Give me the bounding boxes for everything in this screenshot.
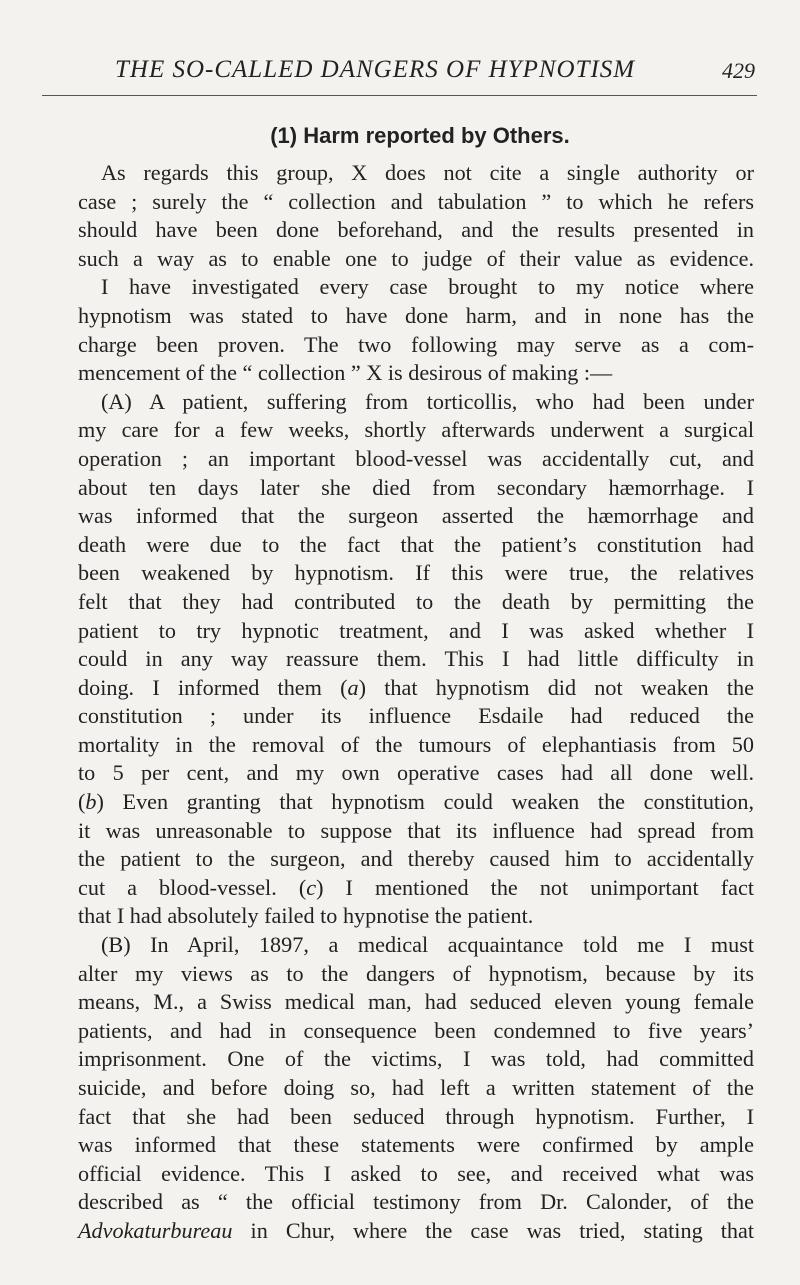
text-line: (A) A patient, suffering from torticollis, who had been under	[101, 388, 754, 414]
section-heading: (1) Harm reported by Others.	[270, 123, 570, 148]
running-title: THE SO-CALLED DANGERS OF HYPNOTISM	[115, 56, 636, 83]
text-line: been weakened by hypnotism. If this were true, the relatives	[78, 560, 754, 586]
text-line: constitution ; under its influence Esdaile had reduced the	[78, 703, 754, 729]
text-line: was informed that these statements were confirmed by ample	[78, 1132, 754, 1158]
text-line: felt that they had contributed to the death by permitting the	[78, 588, 754, 614]
text-line: I have investigated every case brought to my notice where	[101, 274, 754, 300]
text-line: death were due to the fact that the patient’s constitution had	[78, 531, 754, 557]
text-line: means, M., a Swiss medical man, had seduced eleven young female	[78, 989, 754, 1015]
text-line: the patient to the surgeon, and thereby caused him to accidentally	[78, 846, 754, 872]
text-line: As regards this group, X does not cite a single authority or	[101, 160, 754, 185]
text-line: to 5 per cent, and my own operative cases had all done well.	[78, 760, 754, 786]
text-line: case ; surely the “ collection and tabulation ” to which he refers	[78, 188, 754, 214]
header-rule	[42, 95, 757, 96]
text-line: official evidence. This I asked to see, and received what was	[78, 1160, 754, 1186]
text-line: about ten days later she died from secondary hæmorrhage. I	[78, 474, 754, 500]
page-number: 429	[722, 58, 755, 83]
text-line: such a way as to enable one to judge of their value as evidence.	[78, 245, 754, 271]
text-line: Advokaturbureau in Chur, where the case was tried, stating that	[78, 1217, 754, 1243]
text-line: doing. I informed them (a) that hypnotism did not weaken the	[78, 674, 754, 700]
text-line: charge been proven. The two following may serve as a com-	[78, 331, 754, 357]
text-line: (B) In April, 1897, a medical acquaintance told me I must	[101, 932, 754, 958]
text-line: could in any way reassure them. This I had little difficulty in	[78, 646, 754, 672]
text-line: should have been done beforehand, and the results presented in	[78, 217, 754, 243]
text-line: my care for a few weeks, shortly afterwards underwent a surgical	[78, 417, 754, 443]
text-line: operation ; an important blood-vessel was accidentally cut, and	[78, 445, 754, 471]
text-line: alter my views as to the dangers of hypnotism, because by its	[78, 960, 754, 986]
text-line: imprisonment. One of the victims, I was told, had committed	[78, 1046, 754, 1072]
text-line: hypnotism was stated to have done harm, and in none has the	[78, 302, 754, 328]
text-line: mencement of the “ collection ” X is desirous of making :—	[78, 360, 613, 386]
text-line: cut a blood-vessel. (c) I mentioned the not unimportant fact	[78, 874, 754, 900]
text-line: fact that she had been seduced through hypnotism. Further, I	[78, 1103, 754, 1129]
text-line: it was unreasonable to suppose that its influence had spread from	[78, 817, 754, 843]
text-line: that I had absolutely failed to hypnotise the patient.	[78, 903, 534, 929]
text-line: patient to try hypnotic treatment, and I was asked whether I	[78, 617, 754, 643]
text-line: described as “ the official testimony from Dr. Calonder, of the	[78, 1189, 754, 1215]
body-text	[78, 159, 754, 1246]
text-line: suicide, and before doing so, had left a written statement of the	[78, 1075, 754, 1100]
text-line: patients, and had in consequence been condemned to five years’	[78, 1017, 754, 1043]
text-line: was informed that the surgeon asserted the hæmorrhage and	[78, 503, 754, 529]
text-line: mortality in the removal of the tumours of elephantiasis from 50	[78, 731, 754, 757]
page-header	[40, 56, 755, 96]
text-line: (b) Even granting that hypnotism could weaken the constitution,	[78, 789, 754, 815]
